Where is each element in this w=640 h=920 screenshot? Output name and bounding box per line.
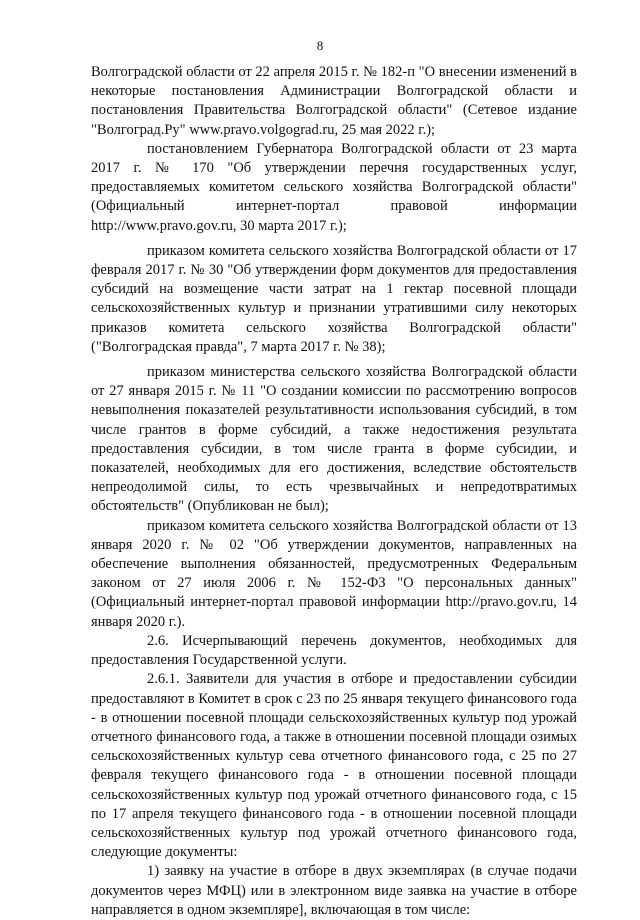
paragraph-section-2-6-1: 2.6.1. Заявители для участия в отборе и предоставлении субсидии предоставляют в Комитет в срок с 23 по 25 января текущего финансового года - в отношении посевной площади сельскохозяйственных культур под урожай отчетного финансового года, а также в отношении посевной площади озимых сельскохозяйственных культур сева отчетного финансового года, с 25 по 27 февраля текущего финансового года - в отношении посевной площади сельскохозяйственных культур под урожай отчетного финансового года, с 15 по 17 апреля текущего финансового года - в отношении посевной площади сельскохозяйственных культур под урожай отчетного финансового года, следующие документы:: [91, 671, 577, 861]
paragraph-item-1: 1) заявку на участие в отборе в двух экземплярах (в случае подачи документов через МФЦ) или в электронном виде заявка на участие в отборе направляется в одном экземпляре], включающая в том числе:: [91, 863, 577, 918]
paragraph-order-11: приказом министерства сельского хозяйства Волгоградской области от 27 января 2015 г. № 11 "О создании комиссии по рассмотрению вопросов невыполнения показателей результативности использования субсидий, в том числе грантов в форме субсидий, а также недостижения результата предоставления субсидии, в том числе гранта в форме субсидии, и показателей, необходимых для его достижения, вследствие обстоятельств непреодолимой силы, то есть чрезвычайных и непредотвратимых обстоятельств" (Опубликован не был);: [91, 364, 577, 515]
document-body: [91, 63, 577, 920]
paragraph-continuation: Волгоградской области от 22 апреля 2015 г. № 182-п "О внесении изменений в некоторые постановления Администрации Волгоградской области и постановления Правительства Волгоградской области" (Сетевое издание "Волгоград.Ру" www.pravo.volgograd.ru, 25 мая 2022 г.);: [91, 64, 577, 138]
paragraph-section-2-6: 2.6. Исчерпывающий перечень документов, необходимых для предоставления Государственной услуги.: [91, 632, 577, 669]
paragraph-governor-decree: постановлением Губернатора Волгоградской области от 23 марта 2017 г. № 170 "Об утверждении перечня государственных услуг, предоставляемых комитетом сельского хозяйства Волгоградской области" (Официальный интернет-портал правовой информации http://www.pravo.gov.ru, 30 марта 2017 г.);: [91, 140, 577, 234]
paragraph-order-30: приказом комитета сельского хозяйства Волгоградской области от 17 февраля 2017 г. № 30 "Об утверждении форм документов для предоставления субсидий на возмещение части затрат на 1 гектар посевной площади сельскохозяйственных культур и признании утратившими силу некоторых приказов комитета сельского хозяйства Волгоградской области" ("Волгоградская правда", 7 марта 2017 г. № 38);: [91, 242, 577, 355]
paragraph-order-02: приказом комитета сельского хозяйства Волгоградской области от 13 января 2020 г. № 02 "Об утверждении документов, направленных на обеспечение выполнения обязанностей, предусмотренных Федеральным законом от 27 июля 2006 г. № 152-ФЗ "О персональных данных" (Официальный интернет-портал правовой информации http://pravo.gov.ru, 14 января 2020 г.).: [91, 517, 577, 630]
page-number: 8: [316, 38, 324, 53]
